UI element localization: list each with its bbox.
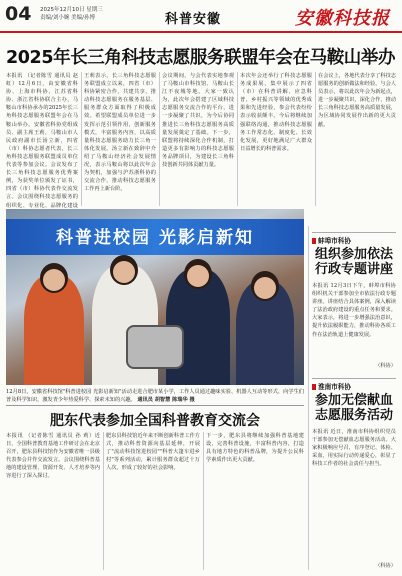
column-divider — [315, 72, 316, 206]
column-divider — [103, 432, 104, 570]
side-body-1: 本报讯 12月3日下午，蚌埠市科协组织机关干部参加全市依法行政专题讲座。讲座结合具体案例，深入解读了法治政府建设的重点任务和要求。大家表示，将进一步增强法治意识，提升依法履职能力，推动科协各项工作在法治轨道上健康发展。 — [312, 283, 396, 338]
news-photo — [6, 209, 304, 385]
story-divider — [6, 405, 304, 406]
second-col-2: 肥东县科技馆近年来不断创新科普工作方式，推动科普资源向基层延伸，开展了"流动科技馆进校园""科普大篷车进乡村"等系列活动，累计服务群众超过十万人次，形成了较好的社会影响。 — [106, 433, 200, 472]
robot-toy — [126, 325, 184, 369]
lead-headline: 2025年长三角科技志愿服务联盟年会在马鞍山举办 — [6, 48, 396, 68]
student-face — [254, 277, 276, 299]
editor-credit: 责编/刘小婉 美编/孙博 — [40, 15, 95, 21]
student-face — [187, 265, 209, 287]
student-face — [43, 269, 65, 291]
photo-credit: 通讯员 胡智慧 陈瑞华 摄 — [137, 397, 195, 403]
side-divider — [312, 232, 396, 233]
newspaper-logo: 安徽科技报 — [295, 8, 390, 29]
column-divider — [81, 72, 82, 206]
page-number: 04 — [5, 3, 32, 25]
event-banner-text: 科普进校园 光影启新知 — [56, 228, 254, 248]
lead-col-1: 本报讯 （记者陈雪 通讯员 赵 虹）12月6日，由安徽省科协、上海市科协、江苏省科协、浙江省科协联合主办，马鞍山市科协承办的2025年长三角科技志愿服务联盟年会在马鞍山举办。安徽省科协党组成员、副主席王莉，马鞍山市人民政府副市长汤立新，四省（市）科协志愿者代表，长三角科技志愿服务联盟成员单位代表等参加会议。会议发布了长三角科技志愿服务优秀案例，为获奖单位颁发了证书，四省（市）科协代表作交流发言。会议围绕科技志愿服务的组织化、专业化、品牌化建设 — [6, 73, 78, 209]
second-headline: 肥东代表参加全国科普教育交流会 — [50, 413, 260, 429]
side-tag-huainan — [312, 381, 351, 391]
side-tag-label: 淮南市科协 — [318, 383, 351, 391]
section-title: 科普安徽 — [165, 12, 222, 27]
column-divider — [203, 432, 204, 570]
caption-text: 12月8日，安徽省科技馆"科普进校园 光影启新知"活动走进合肥市某小学，工作人员通过趣味实验、机器人互动等形式，向学生们普及科学知识，激发青少年热爱科学、探索未知的兴趣。 — [6, 389, 304, 403]
side-headline-2: 参加无偿献血志愿服务活动 — [314, 393, 393, 423]
second-col-1: 本报讯 （记者陈雪 通讯员 孙 莉）近日，全国科普教育基地工作研讨会在北京召开，肥东县科技馆作为安徽省唯一县级代表参会并作交流发言。会议围绕科普基地的建设管理、资源开发、人才培养等内容进行了深入探讨。 — [6, 433, 100, 480]
column-divider — [308, 226, 309, 570]
side-body-2: 本报讯 近日，淮南市科协组织党员干部参加无偿献血志愿服务活动。大家积极响应号召，有序登记、体检、采血，用实际行动传递爱心，彰显了科技工作者的社会责任与担当。 — [312, 429, 396, 468]
photo-caption — [6, 388, 304, 404]
lead-col-3: 会议期间，与会代表实地参观了马鞍山市科技馆、马鞍山长江不夜城等地。大家一致认为，此次年会搭建了区域科技志愿服务交流合作的平台，进一步凝聚了共识，为今后协同推进长三角科技志愿服务高质量发展奠定了基础。下一步，联盟将持续深化合作机制，打造更多有影响力的科技志愿服务品牌项目，为建设长三角科技创新共同体贡献力量。 — [162, 73, 234, 169]
column-divider — [159, 72, 160, 206]
masthead — [0, 0, 402, 34]
student-face — [113, 261, 135, 283]
lead-col-4: 本次年会还举行了科技志愿服务成果展，集中展示了四省（市）在科普讲解、应急科普、乡村振兴等领域的优秀成果和先进经验，参会代表纷纷表示收获颇丰。今后将继续加强联络沟通，推动科技志愿服务工作常态化、制度化、长效化发展，更好地满足广大群众日益增长的科普需求。 — [240, 73, 312, 152]
side-source-1: （科协） — [375, 363, 396, 369]
issue-date: 2025年12月10日 星期三 — [40, 7, 103, 13]
side-headline-1: 组织参加依法行政专题讲座 — [314, 247, 393, 277]
side-tag-bengbu — [312, 235, 351, 245]
lead-col-2: 王莉表示，长三角科技志愿服务联盟成立以来，四省（市）科协紧密合作，共建共享，推动科技志愿服务在服务基层、服务群众方面取得了积极成效。希望联盟成员单位进一步发挥示范引领作用，创新服务模式，丰富服务内容，以高质量科技志愿服务助力长三角一体化发展。汤立新在致辞中介绍了马鞍山经济社会发展情况，表示马鞍山将以此次年会为契机，加强与沪苏浙科协的交流合作，推动科技志愿服务工作再上新台阶。 — [84, 73, 156, 193]
side-source-2: （科协） — [375, 563, 396, 569]
side-divider — [312, 378, 396, 379]
side-top-paragraph: 在会议上，各地代表分享了科技志愿服务的创新做法和经验。与会人员表示，将以此次年会为新起点，进一步凝聚共识，深化合作，推动长三角科技志愿服务高质量发展，为区域协同发展作出新的更大贡献。 — [318, 73, 396, 128]
side-tag-label: 蚌埠市科协 — [318, 237, 351, 245]
issue-meta — [40, 6, 103, 22]
second-col-3: 下一步，肥东县将继续加强科普基地建设，完善科普设施，丰富科普内容，打造具有地方特色的科普品牌，为提升公民科学素质作出更大贡献。 — [206, 433, 304, 464]
column-divider — [237, 72, 238, 206]
masthead-rule — [0, 31, 402, 33]
